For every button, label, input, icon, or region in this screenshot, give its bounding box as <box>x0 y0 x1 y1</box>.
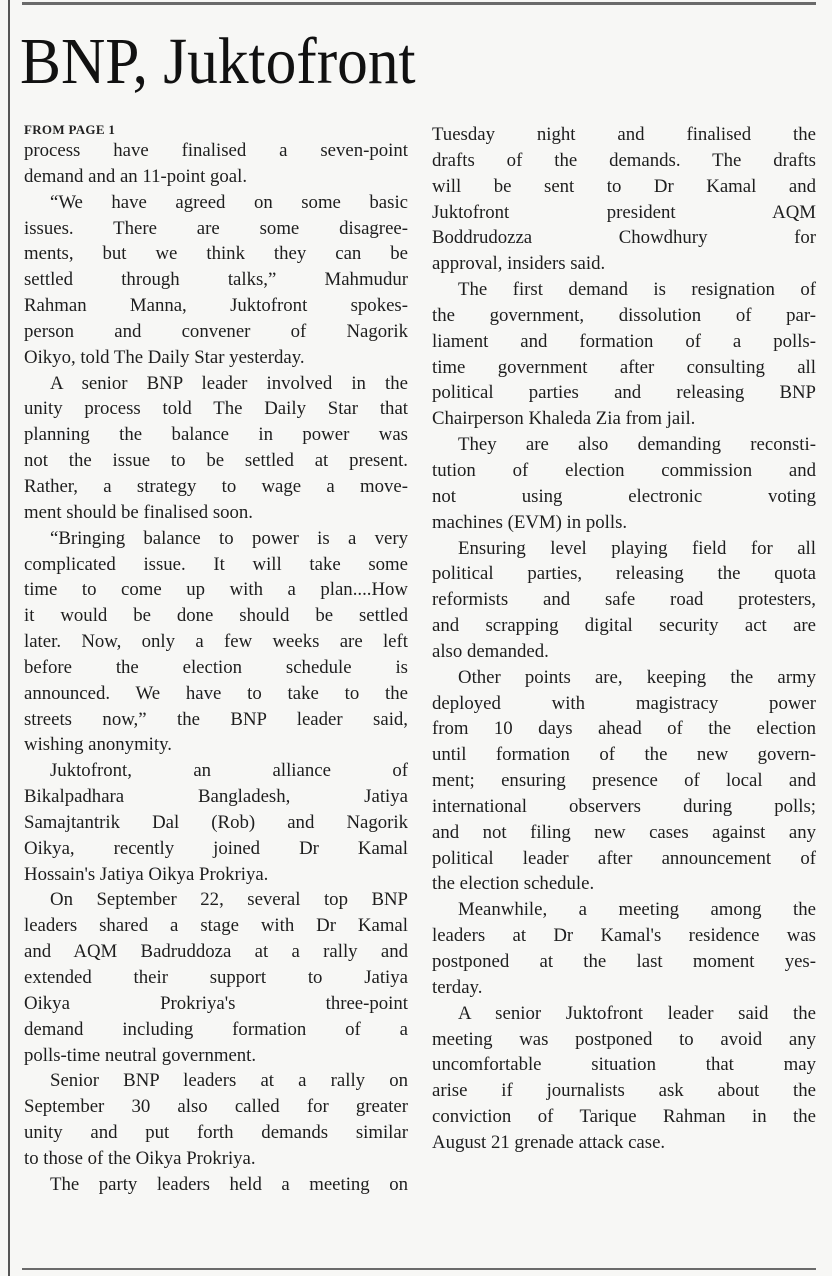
text-line: announced. We have to take to the <box>24 682 408 704</box>
text-line: liament and formation of a polls- <box>432 330 816 352</box>
text-line: to those of the Oikya Prokriya. <box>24 1147 256 1169</box>
paragraph <box>24 371 408 526</box>
text-line: August 21 grenade attack case. <box>432 1131 666 1153</box>
text-line: Ensuring level playing field for all <box>458 537 816 559</box>
text-line: Oikya Prokriya's three-point <box>24 992 408 1014</box>
bottom-rule <box>22 1268 816 1270</box>
headline: BNP, Juktofront <box>20 25 416 98</box>
text-line: Rather, a strategy to wage a move- <box>24 475 408 497</box>
text-line: Meanwhile, a meeting among the <box>458 899 816 921</box>
text-line: On September 22, several top BNP <box>50 889 408 911</box>
text-line: drafts of the demands. The drafts <box>432 149 816 171</box>
article-body-left <box>24 138 408 1198</box>
text-line: political parties and releasing BNP <box>432 382 816 404</box>
text-line: postponed at the last moment yes- <box>432 951 816 972</box>
text-line: demand and an 11-point goal. <box>24 165 248 187</box>
paragraph <box>24 526 408 759</box>
text-line: wishing anonymity. <box>24 734 172 756</box>
text-line: Rahman Manna, Juktofront spokes- <box>24 295 408 317</box>
text-line: settled through talks,” Mahmudur <box>24 269 408 291</box>
text-line: Oikyo, told The Daily Star yesterday. <box>24 346 305 368</box>
text-line: Chairperson Khaleda Zia from jail. <box>432 408 696 430</box>
text-line: ment; ensuring presence of local and <box>432 770 816 792</box>
text-line: “We have agreed on some basic <box>50 191 408 213</box>
text-line: unity and put forth demands similar <box>24 1122 408 1144</box>
article-column-left <box>24 121 408 1198</box>
text-line: Juktofront president AQM <box>432 201 816 223</box>
text-line: “Bringing balance to power is a very <box>50 527 408 549</box>
text-line: deployed with magistracy power <box>432 692 816 714</box>
text-line: uncomfortable situation that may <box>432 1054 816 1076</box>
text-line: and not filing new cases against any <box>432 821 816 843</box>
text-line: time to come up with a plan....How <box>24 579 408 601</box>
text-line: streets now,” the BNP leader said, <box>24 708 408 730</box>
text-line: Hossain's Jatiya Oikya Prokriya. <box>24 863 269 885</box>
text-line: machines (EVM) in polls. <box>432 511 628 533</box>
text-line: tution of election commission and <box>432 459 816 481</box>
column-border-left <box>8 0 10 1276</box>
text-line: Boddrudozza Chowdhury for <box>432 227 816 249</box>
text-line: arise if journalists ask about the <box>432 1080 816 1102</box>
paragraph <box>432 536 816 665</box>
paragraph <box>432 897 816 1000</box>
text-line: A senior Juktofront leader said the <box>458 1002 816 1024</box>
text-line: The party leaders held a meeting on <box>50 1173 408 1195</box>
paragraph <box>24 138 408 190</box>
text-line: polls-time neutral government. <box>24 1044 257 1066</box>
text-line: leaders shared a stage with Dr Kamal <box>24 915 408 937</box>
text-line: also demanded. <box>432 640 549 662</box>
top-rule <box>22 2 816 5</box>
text-line: person and convener of Nagorik <box>24 320 408 342</box>
text-line: not the issue to be settled at present. <box>24 450 408 472</box>
text-line: They are also demanding reconsti- <box>458 434 816 456</box>
text-line: political parties, releasing the quota <box>432 563 816 585</box>
text-line: will be sent to Dr Kamal and <box>432 175 816 197</box>
paragraph <box>432 1001 816 1156</box>
text-line: the election schedule. <box>432 873 595 895</box>
text-line: conviction of Tarique Rahman in the <box>432 1106 816 1128</box>
text-line: ment should be finalised soon. <box>24 501 253 523</box>
text-line: September 30 also called for greater <box>24 1096 408 1118</box>
text-line: meeting was postponed to avoid any <box>432 1028 816 1050</box>
text-line: Oikya, recently joined Dr Kamal <box>24 837 408 859</box>
text-line: demand including formation of a <box>24 1018 408 1040</box>
text-line: approval, insiders said. <box>432 253 606 275</box>
paragraph <box>24 758 408 887</box>
text-line: Juktofront, an alliance of <box>50 760 408 782</box>
text-line: international observers during polls; <box>432 795 816 817</box>
paragraph <box>432 432 816 535</box>
text-line: planning the balance in power was <box>24 424 408 446</box>
text-line: Samajtantrik Dal (Rob) and Nagorik <box>24 811 408 833</box>
paragraph <box>432 277 816 432</box>
text-line: complicated issue. It will take some <box>24 553 408 575</box>
text-line: A senior BNP leader involved in the <box>50 372 408 394</box>
text-line: process have finalised a seven-point <box>24 140 408 161</box>
text-line: later. Now, only a few weeks are left <box>24 631 408 653</box>
text-line: not using electronic voting <box>432 485 816 507</box>
text-line: ments, but we think they can be <box>24 243 408 265</box>
text-line: leaders at Dr Kamal's residence was <box>432 925 816 947</box>
text-line: and AQM Badruddoza at a rally and <box>24 941 408 963</box>
text-line: unity process told The Daily Star that <box>24 398 408 420</box>
text-line: Tuesday night and finalised the <box>432 124 816 145</box>
text-line: before the election schedule is <box>24 656 408 678</box>
paragraph <box>24 1068 408 1171</box>
text-line: Senior BNP leaders at a rally on <box>50 1070 408 1092</box>
text-line: reformists and safe road protesters, <box>432 589 816 611</box>
article-body-right <box>432 122 816 1156</box>
jump-label: FROM PAGE 1 <box>24 122 116 137</box>
article-column-right <box>432 122 816 1156</box>
text-line: the government, dissolution of par- <box>432 304 816 326</box>
text-line: Bikalpadhara Bangladesh, Jatiya <box>24 786 408 808</box>
text-line: from 10 days ahead of the election <box>432 718 816 740</box>
paragraph <box>24 887 408 1068</box>
paragraph <box>432 665 816 898</box>
paragraph <box>432 122 816 277</box>
text-line: until formation of the new govern- <box>432 744 816 766</box>
text-line: The first demand is resignation of <box>458 279 816 301</box>
text-line: issues. There are some disagree- <box>24 217 408 239</box>
paragraph <box>24 1172 408 1198</box>
text-line: extended their support to Jatiya <box>24 967 408 988</box>
text-line: time government after consulting all <box>432 356 816 378</box>
text-line: Other points are, keeping the army <box>458 666 816 688</box>
text-line: terday. <box>432 976 483 998</box>
paragraph <box>24 190 408 371</box>
text-line: and scrapping digital security act are <box>432 615 816 637</box>
text-line: it would be done should be settled <box>24 605 408 627</box>
text-line: political leader after announcement of <box>432 847 816 869</box>
